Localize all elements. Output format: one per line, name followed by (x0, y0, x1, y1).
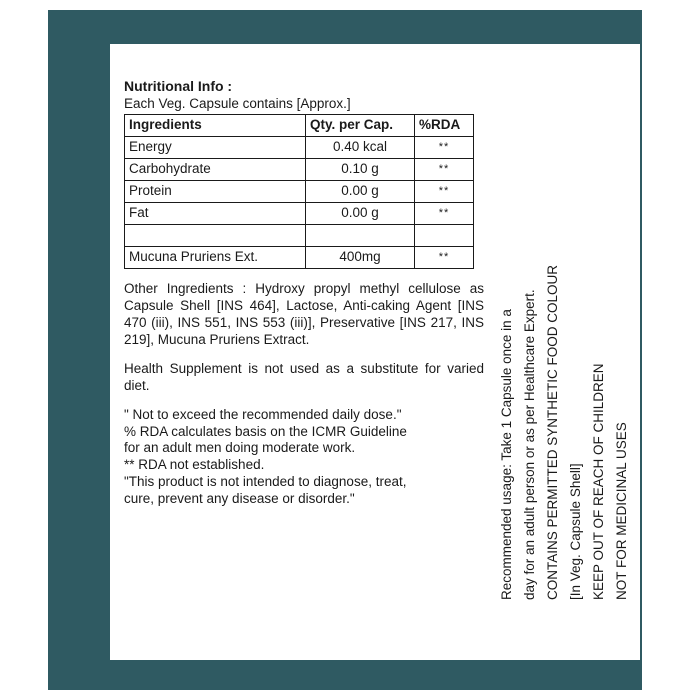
cell-ingredient: Mucuna Pruriens Ext. (125, 247, 306, 269)
header-qty: Qty. per Cap. (306, 115, 415, 137)
cell-rda: ** (415, 137, 474, 159)
table-row (125, 181, 474, 203)
cell-rda (415, 225, 474, 247)
table-row-empty (125, 225, 474, 247)
note-line: ** RDA not established. (124, 457, 265, 473)
nutrition-table (124, 114, 474, 269)
health-supplement-text: Health Supplement is not used as a substitute for varied diet. (124, 360, 484, 393)
cell-ingredient: Energy (125, 137, 306, 159)
cell-rda: ** (415, 181, 474, 203)
cell-qty: 400mg (306, 247, 415, 269)
header-ingredients: Ingredients (125, 115, 306, 137)
cell-rda: ** (415, 159, 474, 181)
children-warning-line: KEEP OUT OF REACH OF CHILDREN (591, 363, 606, 600)
cell-ingredient: Protein (125, 181, 306, 203)
note-line: % RDA calculates basis on the ICMR Guideline (124, 423, 407, 439)
colour-warning-line: CONTAINS PERMITTED SYNTHETIC FOOD COLOUR (545, 264, 560, 600)
note-line: " Not to exceed the recommended daily dose." (124, 406, 402, 422)
cell-ingredient: Carbohydrate (125, 159, 306, 181)
header-rda: %RDA (415, 115, 474, 137)
label-panel (110, 44, 640, 660)
note-line: cure, prevent any disease or disorder." (124, 491, 355, 506)
usage-line: Recommended usage: Take 1 Capsule once in a (499, 309, 514, 600)
cell-qty: 0.00 g (306, 203, 415, 225)
table-header-row (125, 115, 474, 137)
capsule-shell-line: [In Veg. Capsule Shell] (568, 463, 583, 600)
usage-line: day for an adult person or as per Healthcare Expert. (522, 289, 537, 600)
nutrition-title: Nutritional Info : (124, 78, 233, 94)
notes-block (124, 407, 484, 508)
cell-qty: 0.00 g (306, 181, 415, 203)
other-ingredients-text: Other Ingredients : Hydroxy propyl methyl cellulose as Capsule Shell [INS 464], Lactose, Anti-caking Agent [INS 470 (iii), INS 551, INS 553 (iii)], Preservative [INS 217, INS 219], Mucuna Pruriens Extract. (124, 281, 484, 347)
label-content (124, 78, 484, 508)
cell-ingredient (125, 225, 306, 247)
cell-rda: ** (415, 247, 474, 269)
cell-qty (306, 225, 415, 247)
cell-rda: ** (415, 203, 474, 225)
nutrition-subtitle: Each Veg. Capsule contains [Approx.] (124, 95, 351, 111)
cell-qty: 0.40 kcal (306, 137, 415, 159)
cell-ingredient: Fat (125, 203, 306, 225)
medicinal-warning-line: NOT FOR MEDICINAL USES (614, 422, 629, 600)
table-row (125, 137, 474, 159)
note-line: for an adult men doing moderate work. (124, 440, 356, 456)
vertical-usage-text (495, 180, 633, 600)
table-row (125, 203, 474, 225)
table-row (125, 159, 474, 181)
cell-qty: 0.10 g (306, 159, 415, 181)
note-line: "This product is not intended to diagnose, treat, (124, 474, 407, 490)
table-row (125, 247, 474, 269)
